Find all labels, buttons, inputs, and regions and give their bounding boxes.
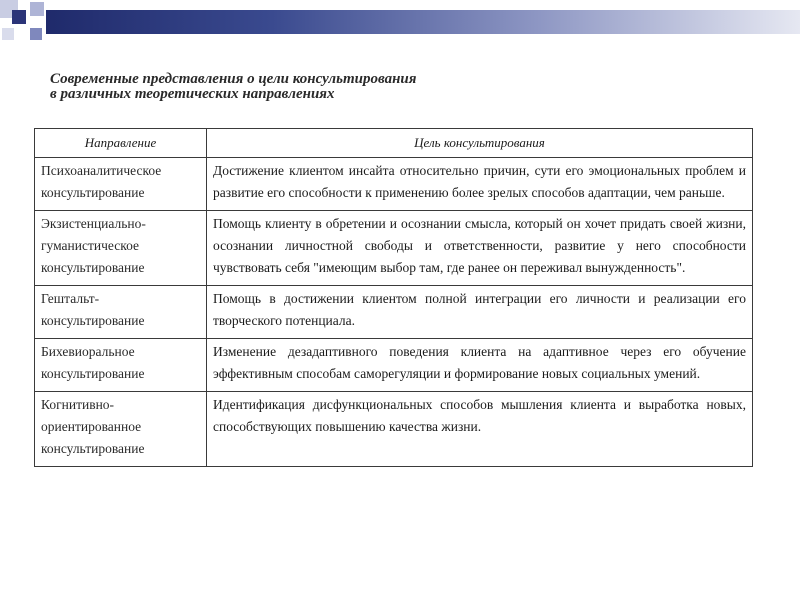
table-header-row bbox=[35, 129, 753, 158]
table-row bbox=[35, 392, 753, 467]
direction-line: ориентированное bbox=[41, 419, 142, 434]
direction-line: гуманистическое bbox=[41, 238, 140, 253]
direction-line: консультирование bbox=[41, 260, 145, 275]
direction-line: Экзистенциально- bbox=[41, 216, 146, 231]
direction-line: Психоаналитическое bbox=[41, 163, 162, 178]
direction-cell bbox=[35, 339, 207, 392]
header-band bbox=[0, 0, 800, 44]
decor-square bbox=[30, 28, 42, 40]
title-line-2: в различных теоретических направлениях bbox=[50, 86, 335, 102]
table-row bbox=[35, 339, 753, 392]
goal-cell: Достижение клиентом инсайта относительно причин, сути его эмоциональных проблем и развитие его способности к применению более зрелых способов адаптации, чем раньше. bbox=[207, 158, 753, 211]
direction-line: консультирование bbox=[41, 185, 145, 200]
direction-cell bbox=[35, 158, 207, 211]
table-row bbox=[35, 286, 753, 339]
direction-cell bbox=[35, 286, 207, 339]
direction-line: консультирование bbox=[41, 366, 145, 381]
title-line-1: Современные представления о цели консультирования bbox=[50, 71, 417, 87]
goals-table bbox=[34, 128, 753, 467]
table-row bbox=[35, 211, 753, 286]
direction-cell bbox=[35, 211, 207, 286]
decor-square bbox=[30, 2, 44, 16]
direction-line: консультирование bbox=[41, 313, 145, 328]
page-title bbox=[50, 72, 750, 102]
direction-line: Гештальт- bbox=[41, 291, 100, 306]
goal-cell: Помощь в достижении клиентом полной интеграции его личности и реализации его творческого потенциала. bbox=[207, 286, 753, 339]
goal-cell: Изменение дезадаптивного поведения клиента на адаптивное через его обучение эффективным способам саморегуляции и формирование новых социальных умений. bbox=[207, 339, 753, 392]
table-row bbox=[35, 158, 753, 211]
header-direction: Направление bbox=[35, 129, 207, 158]
goal-cell: Помощь клиенту в обретении и осознании смысла, который он хочет придать своей жизни, осознании личностной свободы и ответственности, развитие у него способности чувствовать себя "имеющим выбор там, где ранее он переживал вынужденность". bbox=[207, 211, 753, 286]
decor-square bbox=[12, 10, 26, 24]
direction-line: Когнитивно- bbox=[41, 397, 115, 412]
header-gradient-bar bbox=[46, 10, 800, 34]
goal-cell: Идентификация дисфункциональных способов мышления клиента и выработка новых, способствующих повышению качества жизни. bbox=[207, 392, 753, 467]
direction-line: консультирование bbox=[41, 441, 145, 456]
direction-cell bbox=[35, 392, 207, 467]
direction-line: Бихевиоральное bbox=[41, 344, 135, 359]
header-goal: Цель консультирования bbox=[207, 129, 753, 158]
decor-square bbox=[2, 28, 14, 40]
